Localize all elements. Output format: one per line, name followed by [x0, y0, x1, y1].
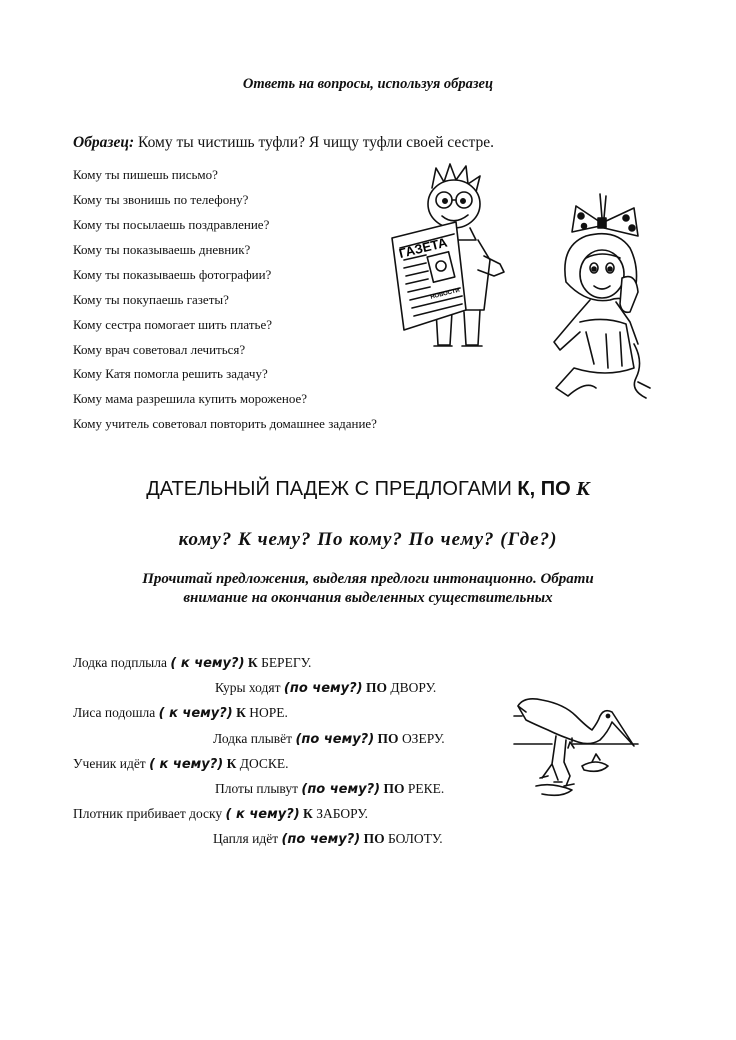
preposition: К [303, 806, 313, 821]
question-marker: ( к чему?) [158, 706, 233, 721]
example-sentence [73, 806, 368, 822]
noun: БОЛОТУ. [387, 831, 443, 846]
question-marker: (по чему?) [301, 782, 381, 797]
instruction [0, 570, 736, 608]
question-item: Кому ты показываешь дневник? [73, 242, 251, 257]
example-text: Лодка плывёт [213, 731, 293, 746]
question-item: Кому ты пишешь письмо? [73, 167, 218, 182]
preposition: К [247, 655, 258, 670]
example-text: Ученик идёт [73, 756, 146, 771]
example-text: Лиса подошла [73, 705, 156, 720]
question-item: Кому мама разрешила купить мороженое? [73, 391, 308, 406]
noun: РЕКЕ. [407, 781, 445, 796]
example-text: Куры ходят [215, 680, 281, 695]
question-item: Кому ты покупаешь газеты? [73, 292, 229, 307]
noun: ЗАБОРУ. [316, 806, 369, 821]
question-marker: (по чему?) [283, 681, 363, 696]
question-marker: ( к чему?) [170, 656, 245, 671]
noun: БЕРЕГУ. [261, 655, 312, 670]
preposition: К [236, 705, 246, 720]
noun: НОРЕ. [249, 705, 288, 720]
section-heading [0, 478, 736, 501]
noun: ДОСКЕ. [239, 756, 289, 771]
newspaper-subtitle: НОВОСТИ [429, 287, 461, 301]
example-sentence [215, 680, 436, 696]
section-heading-main: ДАТЕЛЬНЫЙ ПАДЕЖ С ПРЕДЛОГАМИ [146, 478, 512, 500]
example-sentence [213, 831, 443, 847]
question-item: Кому врач советовал лечиться? [73, 342, 246, 357]
newspaper-title: ГАЗЕТА [397, 234, 449, 262]
sample-text: Кому ты чистишь туфли? Я чищу туфли своей сестре. [138, 134, 494, 151]
question-item: Кому Катя помогла решить задачу? [73, 366, 268, 381]
sample-line [73, 134, 494, 152]
girl-on-phone-icon [546, 192, 656, 410]
preposition: ПО [377, 731, 399, 746]
preposition: ПО [383, 781, 405, 796]
example-text: Плоты плывут [215, 781, 298, 796]
question-marker: (по чему?) [281, 832, 361, 847]
question-marker: ( к чему?) [225, 807, 300, 822]
question-item: Кому учитель советовал повторить домашнее задание? [73, 416, 377, 431]
question-marker: ( к чему?) [149, 757, 224, 772]
instruction-line: Прочитай предложения, выделяя предлоги интонационно. Обрати [142, 571, 594, 587]
example-sentence [73, 756, 289, 772]
task-title: Ответь на вопросы, используя образец [242, 76, 494, 92]
section-heading-bold: К, ПО [517, 478, 571, 500]
section-subheading: кому? К чему? По кому? По чему? (Где?) [178, 529, 558, 550]
instruction-line: внимание на окончания выделенных существительных [183, 590, 553, 606]
example-sentence [215, 781, 444, 797]
question-item: Кому ты звонишь по телефону? [73, 192, 249, 207]
noun: ОЗЕРУ. [401, 731, 445, 746]
noun: ДВОРУ. [390, 680, 437, 695]
preposition: ПО [363, 831, 385, 846]
heron-icon [512, 686, 642, 806]
sample-label: Образец: [73, 134, 135, 151]
section-heading-italic: К [576, 478, 590, 500]
example-sentence [73, 705, 288, 721]
example-text: Лодка подплыла [73, 655, 167, 670]
example-text: Цапля идёт [213, 831, 279, 846]
question-item: Кому ты посылаешь поздравление? [73, 217, 270, 232]
boy-with-newspaper-icon [384, 160, 514, 360]
preposition: ПО [365, 680, 387, 695]
example-sentence [213, 731, 445, 747]
question-item: Кому ты показываешь фотографии? [73, 267, 272, 282]
preposition: К [226, 756, 237, 771]
example-text: Плотник прибивает доску [73, 806, 223, 821]
question-item: Кому сестра помогает шить платье? [73, 317, 272, 332]
example-sentence [73, 655, 311, 671]
question-marker: (по чему?) [295, 732, 375, 747]
